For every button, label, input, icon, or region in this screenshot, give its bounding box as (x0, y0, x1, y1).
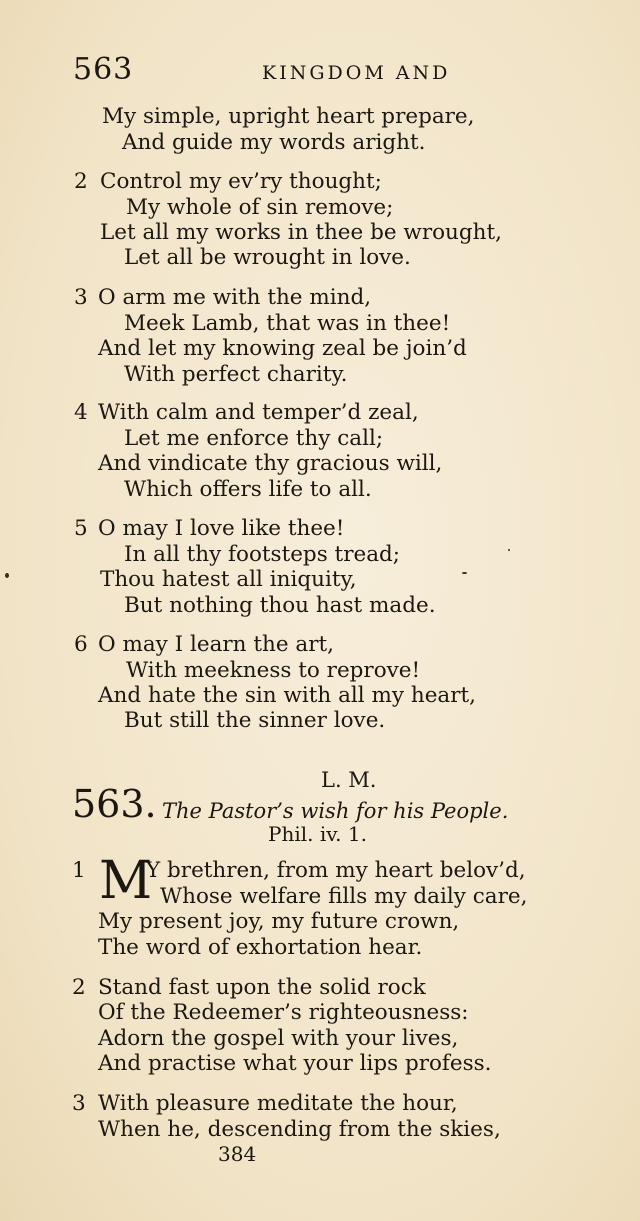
verse-line: But nothing thou hast made. (124, 593, 436, 618)
verse-line: With perfect charity. (124, 362, 348, 387)
stanza-number: 5 (74, 516, 88, 541)
stanza-number: 2 (72, 975, 86, 1000)
ink-speck (5, 573, 9, 578)
verse-line: Let me enforce thy call; (124, 426, 384, 451)
verse-line: With meekness to reprove! (126, 658, 421, 683)
verse-line: Thou hatest all iniquity, (100, 567, 357, 592)
verse-line: With calm and temper’d zeal, (98, 400, 419, 425)
verse-line: And hate the sin with all my heart, (98, 683, 476, 708)
verse-line: The word of exhortation hear. (98, 935, 423, 960)
verse-line: Control my ev’ry thought; (100, 169, 382, 194)
footer-page-number: 384 (218, 1142, 257, 1166)
page-number: 563 (73, 52, 134, 87)
verse-line: My present joy, my future crown, (98, 909, 460, 934)
verse-line: Adorn the gospel with your lives, (98, 1026, 459, 1051)
verse-line: My simple, upright heart prepare, (102, 104, 475, 129)
verse-line: O arm me with the mind, (98, 285, 372, 310)
stanza-number: 1 (72, 858, 86, 883)
verse-line: Let all my works in thee be wrought, (100, 220, 502, 245)
drop-cap: M (99, 851, 153, 911)
verse-line: But still the sinner love. (124, 708, 386, 733)
stanza-number: 3 (72, 1091, 86, 1116)
verse-line: Of the Redeemer’s righteousness: (98, 1000, 469, 1025)
running-head: KINGDOM AND (262, 62, 451, 84)
verse-line: O may I love like thee! (98, 516, 345, 541)
verse-line: And guide my words aright. (122, 130, 426, 155)
ink-speck (462, 572, 467, 574)
verse-line: Stand fast upon the solid rock (98, 975, 426, 1000)
stanza-number: 3 (74, 285, 88, 310)
ink-speck (508, 549, 510, 551)
stanza-number: 4 (74, 400, 88, 425)
stanza-number: 6 (74, 632, 88, 657)
verse-line: Whose welfare fills my daily care, (160, 884, 528, 909)
verse-line: Y brethren, from my heart belov’d, (146, 858, 526, 883)
verse-line: Which offers life to all. (124, 477, 372, 502)
verse-line: With pleasure meditate the hour, (98, 1091, 458, 1116)
hymn-title: The Pastor’s wish for his People. (162, 799, 509, 823)
verse-line: In all thy footsteps tread; (124, 542, 401, 567)
verse-line: Let all be wrought in love. (124, 245, 411, 270)
verse-line: And vindicate thy gracious will, (98, 451, 443, 476)
hymn-number: 563. (72, 782, 157, 826)
verse-line: And practise what your lips profess. (98, 1051, 492, 1076)
hymn-meter: L. M. (321, 768, 377, 792)
verse-line: My whole of sin remove; (126, 195, 394, 220)
verse-line: O may I learn the art, (98, 632, 334, 657)
verse-line: When he, descending from the skies, (98, 1117, 501, 1142)
stanza-number: 2 (74, 169, 88, 194)
verse-line: Meek Lamb, that was in thee! (124, 311, 451, 336)
scripture-reference: Phil. iv. 1. (268, 822, 367, 846)
verse-line: And let my knowing zeal be join’d (98, 336, 467, 361)
